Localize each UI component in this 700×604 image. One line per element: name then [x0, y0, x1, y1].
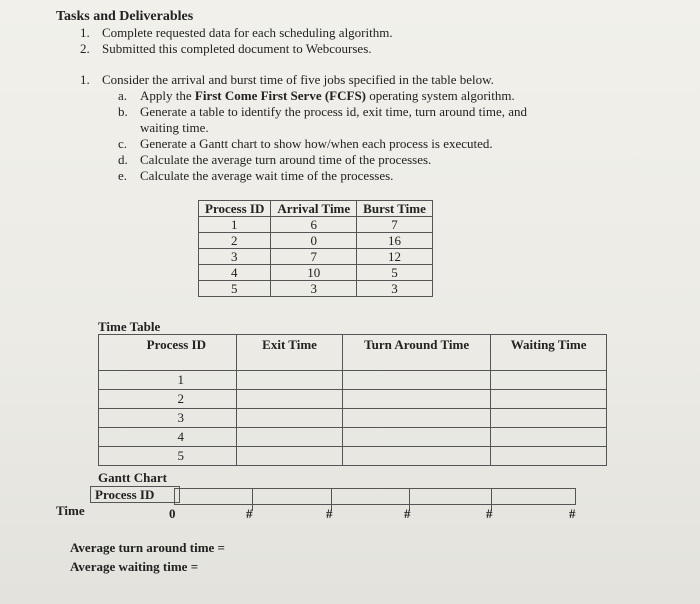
column-header-process-id: Process ID — [99, 335, 237, 371]
item-text-pre: Apply the — [140, 88, 195, 103]
gantt-tick-label: 0 — [169, 506, 176, 521]
table-row — [199, 217, 433, 233]
question-item-d — [118, 152, 431, 168]
exit-time-cell[interactable] — [237, 447, 343, 466]
arrival-time-cell: 10 — [271, 265, 357, 281]
process-id-cell: 3 — [99, 409, 237, 428]
time-table-caption: Time Table — [98, 319, 161, 334]
burst-time-cell: 12 — [357, 249, 433, 265]
question-item-a — [118, 88, 515, 104]
time-table — [98, 334, 607, 466]
table-row — [99, 371, 607, 390]
gantt-tick-label: # — [404, 506, 411, 521]
turn-around-time-cell[interactable] — [343, 390, 491, 409]
table-row — [199, 265, 433, 281]
burst-time-cell: 5 — [357, 265, 433, 281]
waiting-time-cell[interactable] — [491, 447, 607, 466]
waiting-time-cell[interactable] — [491, 390, 607, 409]
turn-around-time-cell[interactable] — [343, 409, 491, 428]
task-number: 2. — [80, 41, 90, 56]
item-text-post: operating system algorithm. — [366, 88, 515, 103]
arrival-time-cell: 3 — [271, 281, 357, 297]
process-id-cell: 2 — [99, 390, 237, 409]
exit-time-cell[interactable] — [237, 409, 343, 428]
exit-time-cell[interactable] — [237, 371, 343, 390]
item-letter: b. — [118, 104, 128, 119]
table-row — [99, 390, 607, 409]
column-header-waiting-time: Waiting Time — [491, 335, 607, 371]
item-letter: c. — [118, 136, 128, 151]
item-text: Calculate the average wait time of the processes. — [140, 168, 394, 183]
question-text: Consider the arrival and burst time of five jobs specified in the table below. — [102, 72, 494, 87]
arrival-time-cell: 7 — [271, 249, 357, 265]
waiting-time-cell[interactable] — [491, 371, 607, 390]
gantt-tick-label: # — [486, 506, 493, 521]
turn-around-time-cell[interactable] — [343, 447, 491, 466]
gantt-chart-caption: Gantt Chart — [98, 470, 167, 485]
time-table-header-row — [99, 335, 607, 371]
item-letter: d. — [118, 152, 128, 167]
gantt-tick-label: # — [569, 506, 576, 521]
column-header-process-id: Process ID — [199, 201, 271, 217]
process-id-cell: 2 — [199, 233, 271, 249]
process-id-cell: 5 — [199, 281, 271, 297]
arrival-time-cell: 6 — [271, 217, 357, 233]
turn-around-time-cell[interactable] — [343, 371, 491, 390]
task-text: Complete requested data for each scheduling algorithm. — [102, 25, 393, 40]
page-title: Tasks and Deliverables — [56, 9, 194, 24]
process-id-cell: 1 — [99, 371, 237, 390]
table-row — [199, 281, 433, 297]
column-header-burst-time: Burst Time — [357, 201, 433, 217]
column-header-turn-around-time: Turn Around Time — [343, 335, 491, 371]
gantt-time-label: Time — [56, 503, 85, 518]
average-turnaround-time-label: Average turn around time = — [70, 540, 225, 555]
process-id-cell: 3 — [199, 249, 271, 265]
question-item-c — [118, 136, 493, 152]
gantt-tick-label: # — [326, 506, 333, 521]
question-item-e — [118, 168, 393, 184]
question-1 — [80, 72, 494, 88]
process-id-cell: 4 — [199, 265, 271, 281]
turn-around-time-cell[interactable] — [343, 428, 491, 447]
waiting-time-cell[interactable] — [491, 409, 607, 428]
arrival-time-cell: 0 — [271, 233, 357, 249]
task-text: Submitted this completed document to Webcourses. — [102, 41, 372, 56]
exit-time-cell[interactable] — [237, 390, 343, 409]
burst-time-cell: 7 — [357, 217, 433, 233]
question-item-b — [118, 104, 527, 120]
task-item-1 — [80, 25, 393, 41]
question-item-b-continued: waiting time. — [140, 120, 209, 135]
process-id-cell: 5 — [99, 447, 237, 466]
process-id-cell: 1 — [199, 217, 271, 233]
burst-time-cell: 16 — [357, 233, 433, 249]
question-number: 1. — [80, 72, 90, 87]
column-header-arrival-time: Arrival Time — [271, 201, 357, 217]
gantt-chart-bar[interactable] — [174, 488, 576, 505]
item-text: Generate a Gantt chart to show how/when each process is executed. — [140, 136, 493, 151]
table-row — [99, 447, 607, 466]
table-row — [199, 249, 433, 265]
table-row — [99, 428, 607, 447]
table-row — [99, 409, 607, 428]
item-letter: e. — [118, 168, 128, 183]
jobs-table-header-row — [199, 201, 433, 217]
item-text: Calculate the average turn around time of the processes. — [140, 152, 432, 167]
item-text-bold: First Come First Serve (FCFS) — [194, 88, 366, 103]
gantt-tick-label: # — [246, 506, 253, 521]
table-row — [199, 233, 433, 249]
item-text: Generate a table to identify the process id, exit time, turn around time, and — [140, 104, 527, 119]
gantt-baseline — [90, 502, 179, 503]
process-id-cell: 4 — [99, 428, 237, 447]
column-header-exit-time: Exit Time — [237, 335, 343, 371]
jobs-table — [198, 200, 433, 297]
average-waiting-time-label: Average waiting time = — [70, 559, 199, 574]
task-number: 1. — [80, 25, 90, 40]
task-item-2 — [80, 41, 372, 57]
item-letter: a. — [118, 88, 128, 103]
waiting-time-cell[interactable] — [491, 428, 607, 447]
burst-time-cell: 3 — [357, 281, 433, 297]
gantt-process-id-label: Process ID — [90, 486, 180, 503]
exit-time-cell[interactable] — [237, 428, 343, 447]
